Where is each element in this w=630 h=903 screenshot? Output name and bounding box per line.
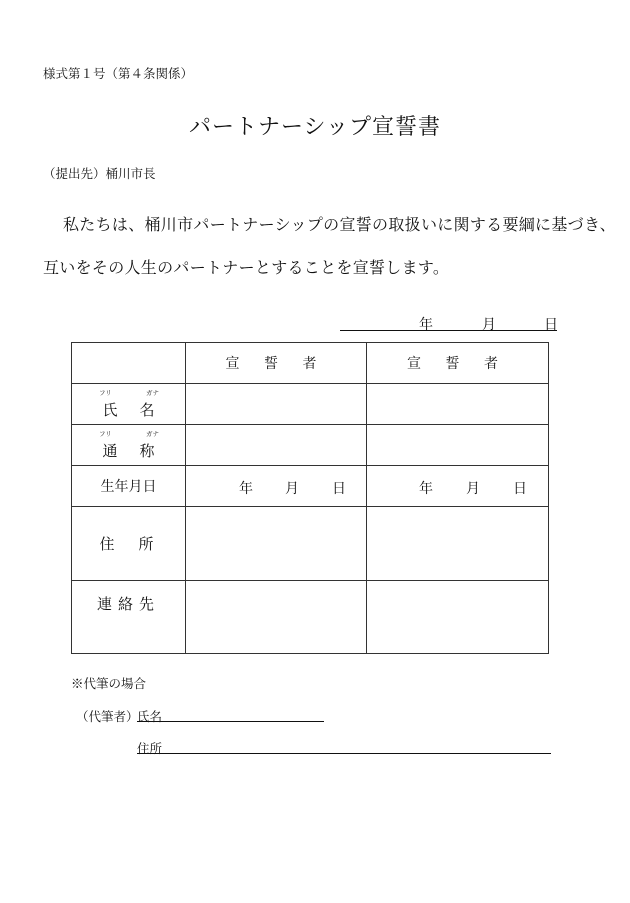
table-header-row — [72, 343, 549, 384]
proxy-name-field[interactable] — [137, 707, 324, 722]
declarant-2-contact-field[interactable] — [367, 581, 549, 654]
declarant-1-address-field[interactable] — [186, 507, 367, 581]
declarant-2-name-field[interactable] — [367, 384, 549, 425]
birth-day-label-1: 日 — [332, 481, 346, 497]
address-label: 住所 — [99, 535, 178, 553]
declarant-1-header: 宣 誓 者 — [186, 343, 367, 384]
table-row-contact — [72, 581, 549, 654]
declarant-2-header: 宣 誓 者 — [367, 343, 549, 384]
birthdate-label: 生年月日 — [72, 466, 186, 507]
proxy-address-label: 住所 — [137, 741, 163, 756]
table-row-birthdate — [72, 466, 549, 507]
date-day-label: 日 — [544, 317, 558, 333]
declaration-date-field[interactable] — [340, 314, 557, 331]
proxy-name-label: 氏名 — [137, 709, 163, 724]
name-ruby-2: ガナ — [146, 389, 159, 397]
date-year-label: 年 — [419, 317, 433, 333]
address-label-cell — [72, 507, 186, 581]
header-blank-cell — [72, 343, 186, 384]
declarant-2-alias-field[interactable] — [367, 425, 549, 466]
declaration-line-1: 私たちは、桶川市パートナーシップの宣誓の取扱いに関する要綱に基づき、 — [63, 215, 616, 234]
alias-label-cell — [72, 425, 186, 466]
declarant-1-birthdate-field[interactable] — [186, 466, 367, 507]
birth-month-label-2: 月 — [466, 481, 480, 497]
birth-month-label-1: 月 — [285, 481, 299, 497]
proxy-label: （代筆者） — [76, 709, 139, 724]
alias-label: 通称 — [102, 441, 177, 460]
document-title: パートナーシップ宣誓書 — [188, 115, 442, 140]
birth-day-label-2: 日 — [513, 481, 527, 497]
table-row-address — [72, 507, 549, 581]
proxy-address-field[interactable] — [137, 739, 551, 754]
birth-year-label-2: 年 — [419, 481, 433, 497]
proxy-note: ※代筆の場合 — [71, 676, 147, 691]
date-month-label: 月 — [482, 317, 496, 333]
table-row-alias — [72, 425, 549, 466]
table-row-name — [72, 384, 549, 425]
alias-ruby-1: フリ — [99, 430, 112, 438]
name-ruby-1: フリ — [99, 389, 112, 397]
submit-to: （提出先）桶川市長 — [43, 166, 156, 181]
declarant-1-contact-field[interactable] — [186, 581, 367, 654]
alias-ruby-2: ガナ — [146, 430, 159, 438]
declaration-line-2: 互いをその人生のパートナーとすることを宣誓します。 — [43, 258, 450, 277]
declarant-table — [71, 342, 549, 654]
declarant-2-address-field[interactable] — [367, 507, 549, 581]
declarant-1-alias-field[interactable] — [186, 425, 367, 466]
name-label-cell — [72, 384, 186, 425]
contact-label: 連絡先 — [96, 595, 160, 613]
birth-year-label-1: 年 — [239, 481, 253, 497]
form-number: 様式第１号（第４条関係） — [43, 66, 194, 81]
contact-label-cell — [72, 581, 186, 654]
declarant-2-birthdate-field[interactable] — [367, 466, 549, 507]
declarant-1-name-field[interactable] — [186, 384, 367, 425]
name-label: 氏名 — [102, 400, 177, 419]
